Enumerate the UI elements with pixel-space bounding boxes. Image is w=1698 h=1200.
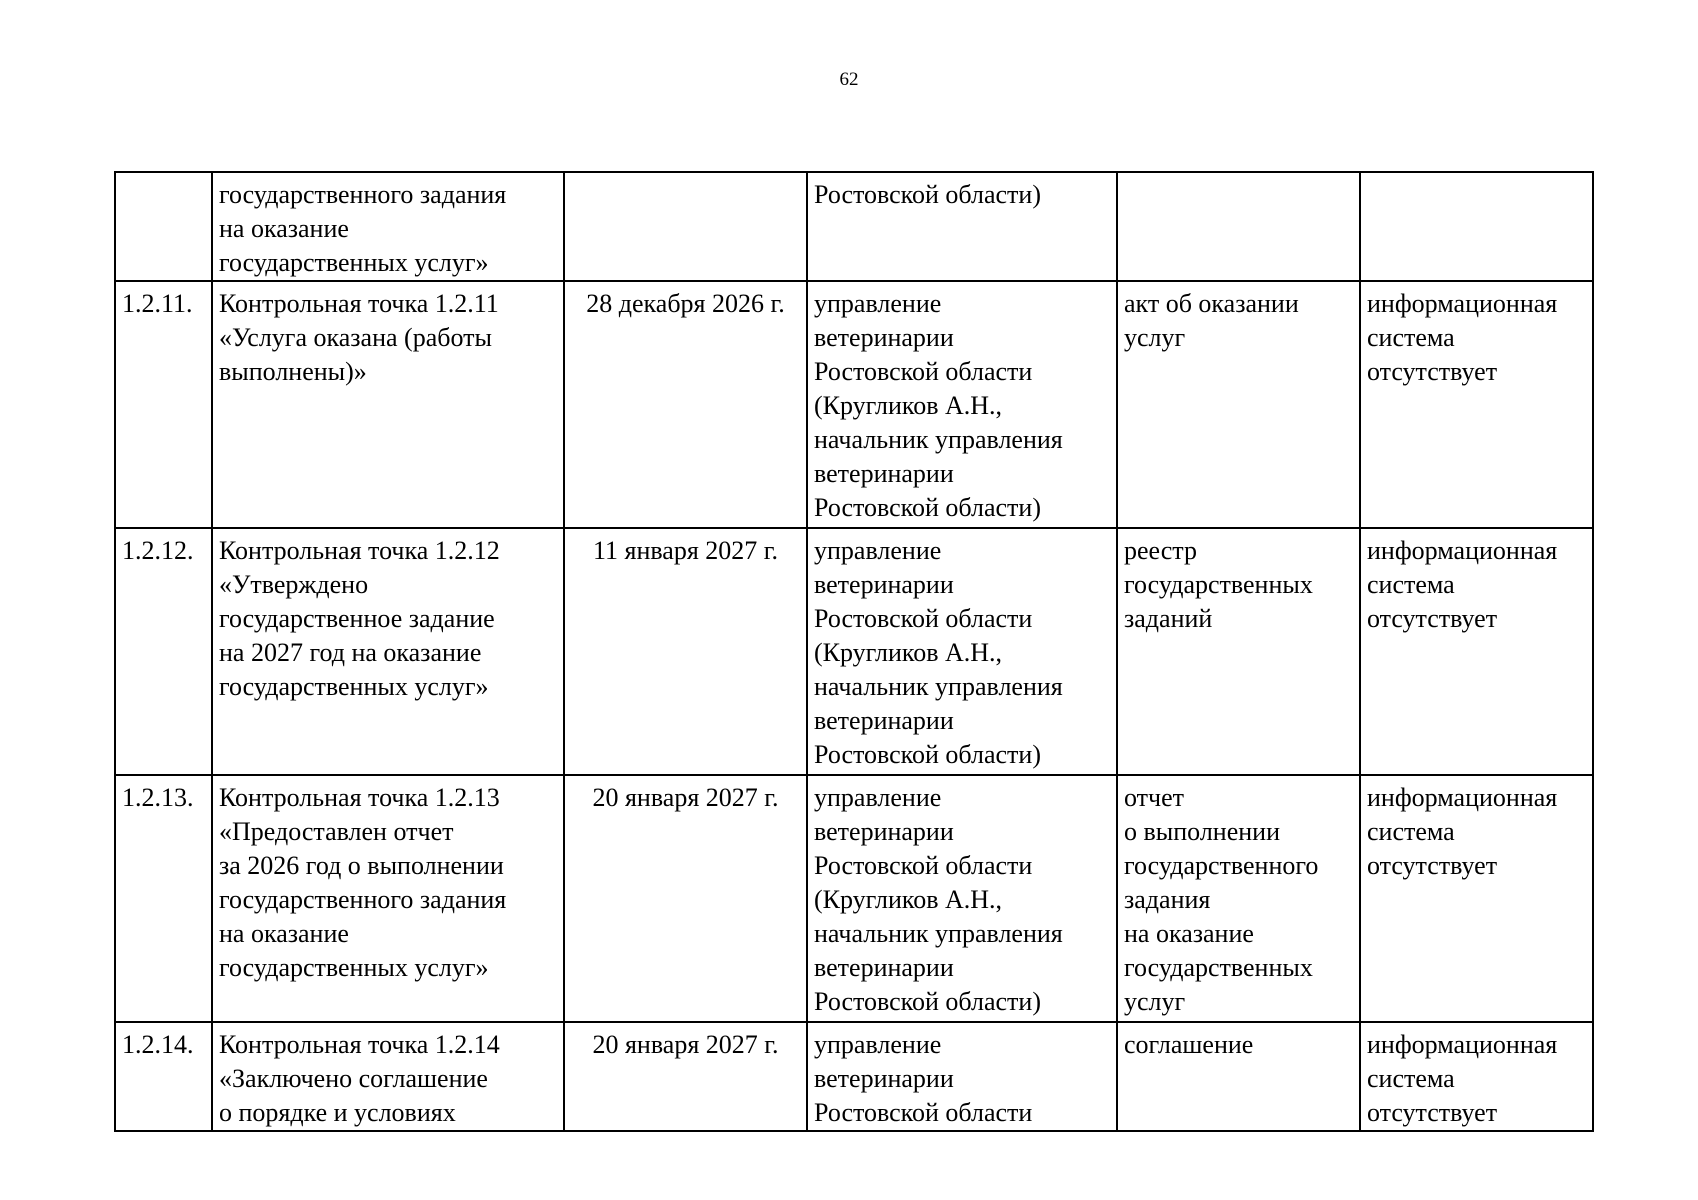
information-system-cell: информационная система отсутствует bbox=[1360, 775, 1593, 1022]
table-row bbox=[115, 775, 1593, 1022]
information-system-cell: информационная система отсутствует bbox=[1360, 1022, 1593, 1131]
responsible-executor-cell: управление ветеринарии Ростовской области (Кругликов А.Н., начальник управления ветеринарии Ростовской области) bbox=[807, 528, 1117, 775]
row-number-cell: 1.2.14. bbox=[115, 1022, 212, 1131]
confirming-document-cell bbox=[1117, 172, 1360, 281]
control-point-name-cell: Контрольная точка 1.2.13 «Предоставлен отчет за 2026 год о выполнении государственного задания на оказание государственных услуг» bbox=[212, 775, 564, 1022]
table-row bbox=[115, 528, 1593, 775]
row-number-cell: 1.2.13. bbox=[115, 775, 212, 1022]
deadline-date-cell: 20 января 2027 г. bbox=[564, 1022, 807, 1131]
responsible-executor-cell: Ростовской области) bbox=[807, 172, 1117, 281]
responsible-executor-cell: управление ветеринарии Ростовской области (Кругликов А.Н., начальник управления ветеринарии Ростовской области) bbox=[807, 281, 1117, 528]
page-number: 62 bbox=[839, 69, 859, 90]
control-point-name-cell: Контрольная точка 1.2.14 «Заключено соглашение о порядке и условиях bbox=[212, 1022, 564, 1131]
confirming-document-cell: акт об оказании услуг bbox=[1117, 281, 1360, 528]
row-number-cell bbox=[115, 172, 212, 281]
deadline-date-cell: 11 января 2027 г. bbox=[564, 528, 807, 775]
control-point-name-cell: государственного задания на оказание государственных услуг» bbox=[212, 172, 564, 281]
confirming-document-cell: соглашение bbox=[1117, 1022, 1360, 1131]
deadline-date-cell: 20 января 2027 г. bbox=[564, 775, 807, 1022]
responsible-executor-cell: управление ветеринарии Ростовской области bbox=[807, 1022, 1117, 1131]
information-system-cell: информационная система отсутствует bbox=[1360, 281, 1593, 528]
table-row bbox=[115, 1022, 1593, 1131]
control-point-name-cell: Контрольная точка 1.2.12 «Утверждено государственное задание на 2027 год на оказание государственных услуг» bbox=[212, 528, 564, 775]
row-number-cell: 1.2.12. bbox=[115, 528, 212, 775]
control-point-name-cell: Контрольная точка 1.2.11 «Услуга оказана (работы выполнены)» bbox=[212, 281, 564, 528]
table-row bbox=[115, 172, 1593, 281]
confirming-document-cell: отчет о выполнении государственного задания на оказание государственных услуг bbox=[1117, 775, 1360, 1022]
table-row bbox=[115, 281, 1593, 528]
information-system-cell bbox=[1360, 172, 1593, 281]
deadline-date-cell: 28 декабря 2026 г. bbox=[564, 281, 807, 528]
deadline-date-cell bbox=[564, 172, 807, 281]
row-number-cell: 1.2.11. bbox=[115, 281, 212, 528]
responsible-executor-cell: управление ветеринарии Ростовской области (Кругликов А.Н., начальник управления ветеринарии Ростовской области) bbox=[807, 775, 1117, 1022]
confirming-document-cell: реестр государственных заданий bbox=[1117, 528, 1360, 775]
information-system-cell: информационная система отсутствует bbox=[1360, 528, 1593, 775]
control-points-table bbox=[114, 171, 1594, 1132]
